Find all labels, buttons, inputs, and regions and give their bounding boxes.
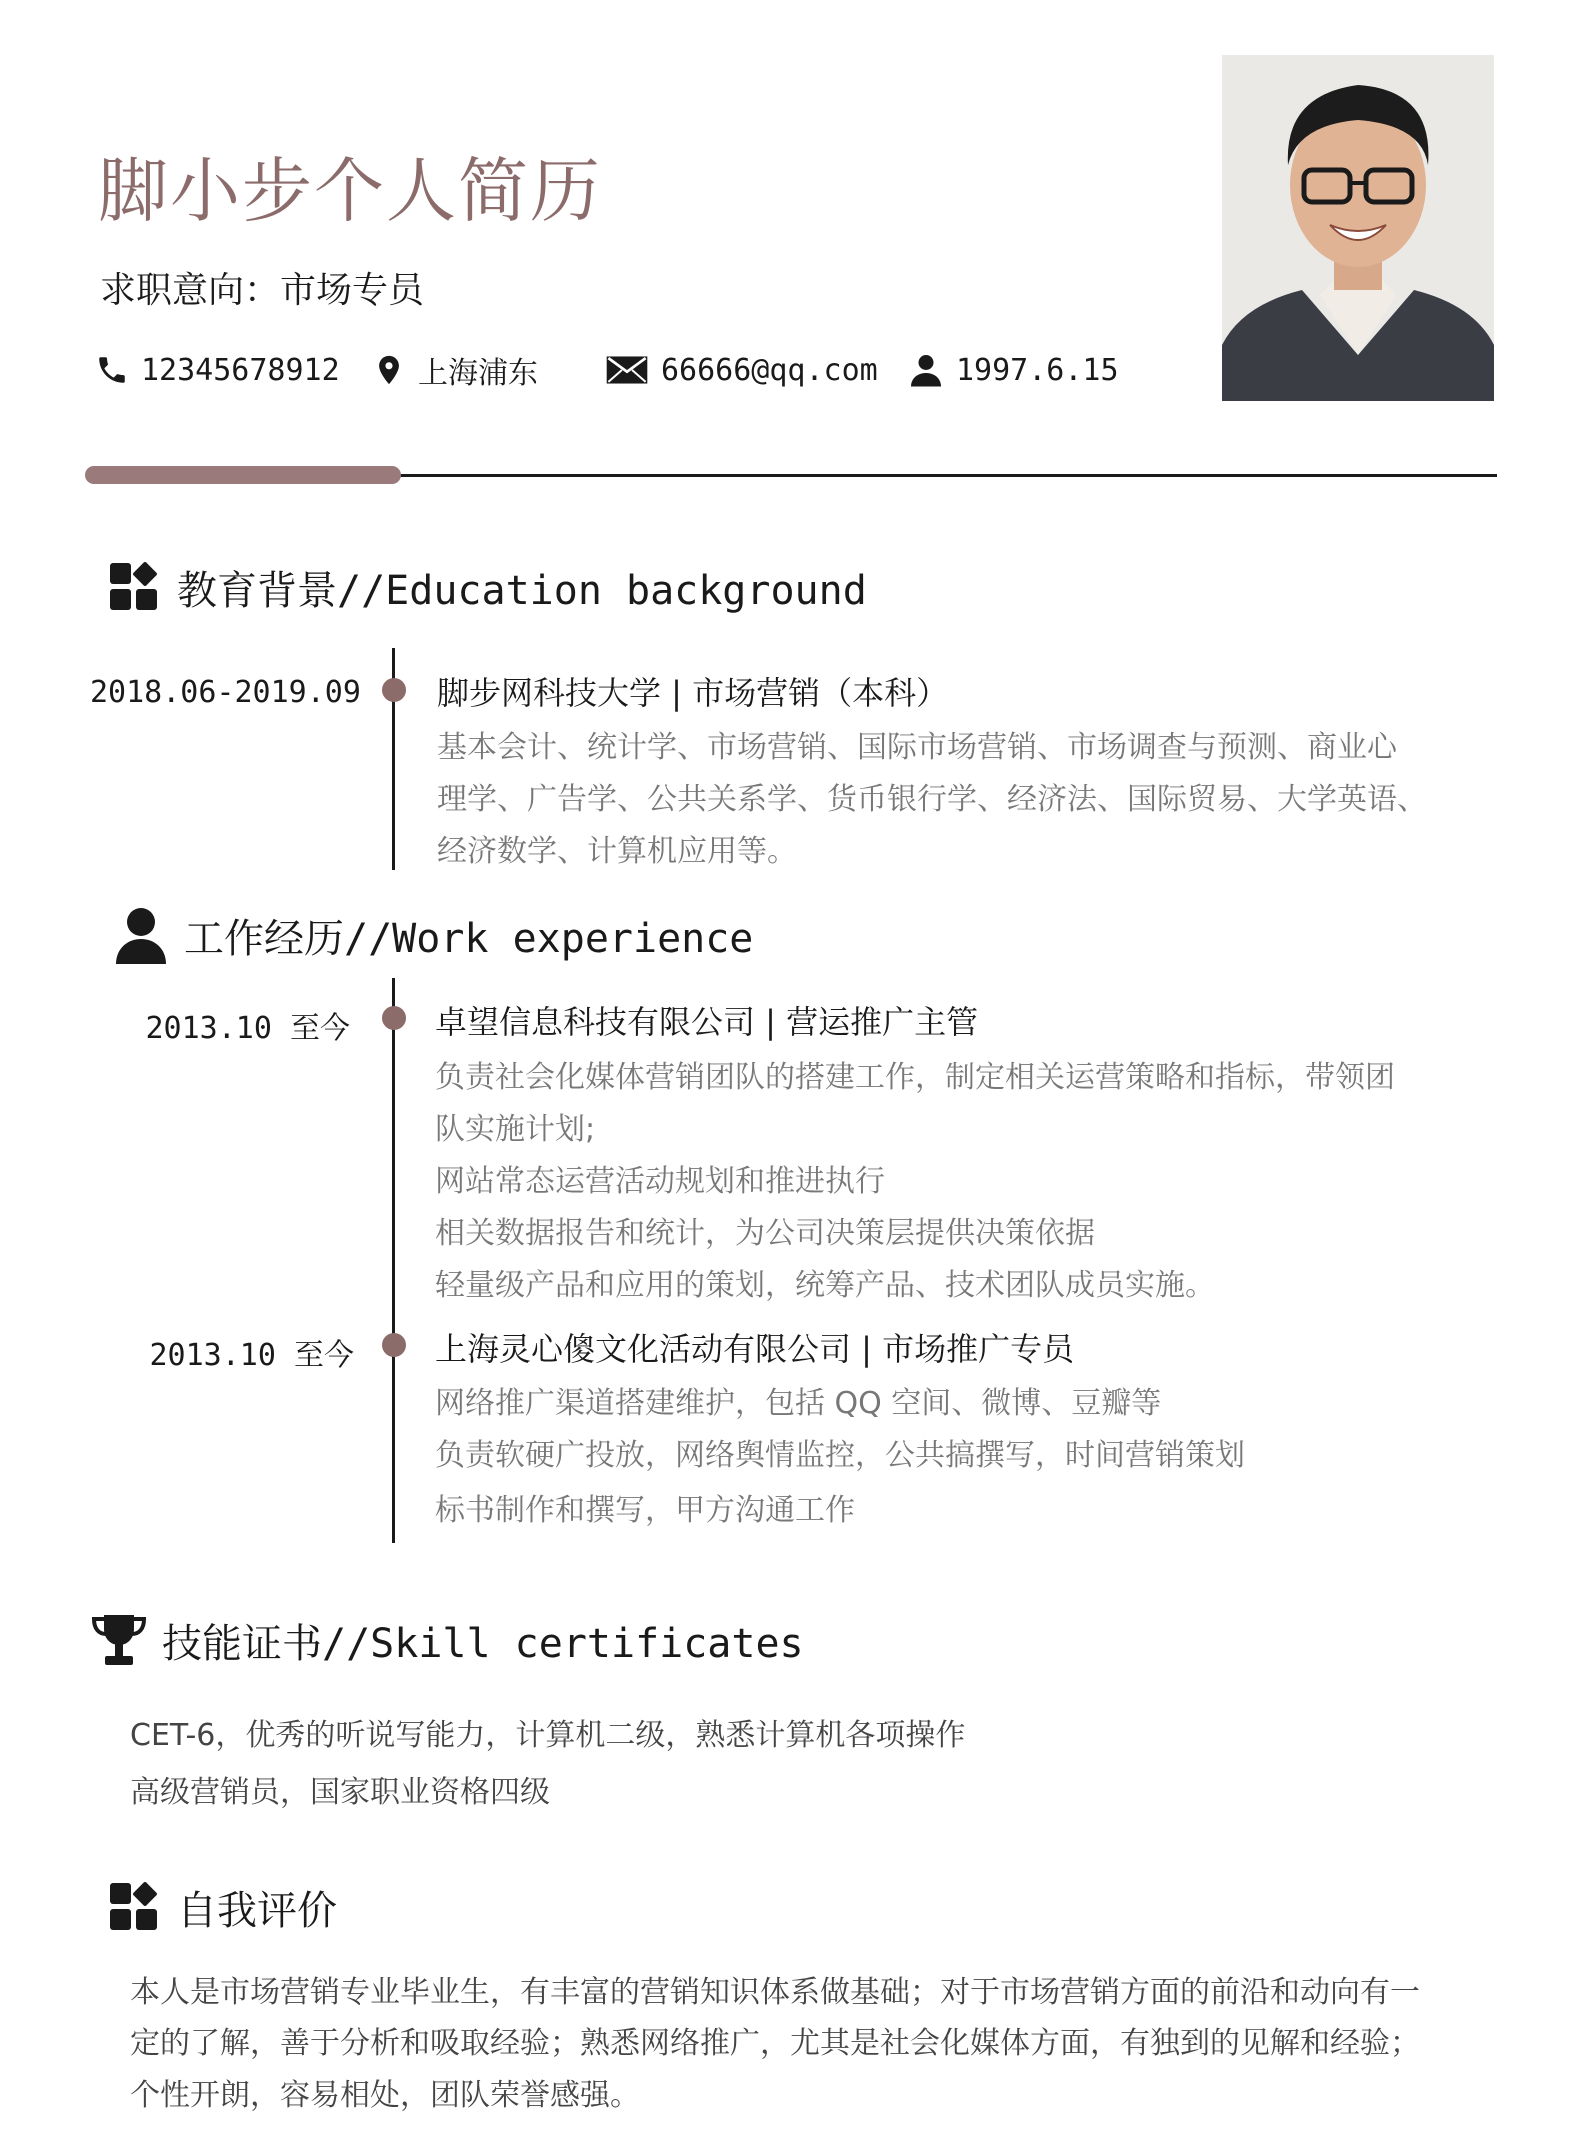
work-timeline [392, 978, 395, 1543]
work-heading-text: 工作经历//Work experience [184, 915, 754, 962]
timeline-dot [382, 678, 406, 702]
work-desc-line: 网站常态运营活动规划和推进执行 [435, 1164, 885, 1199]
user-icon [908, 350, 944, 390]
skill-line: 高级营销员，国家职业资格四级 [130, 1775, 550, 1810]
skills-heading [90, 1608, 804, 1672]
location-pin-icon [372, 351, 406, 389]
self-eval-heading-text: 自我评价 [177, 1887, 337, 1934]
education-date: 2018.06-2019.09 [90, 675, 361, 710]
contact-birthday [908, 348, 1119, 392]
timeline-dot [382, 1006, 406, 1030]
work-desc-line: 标书制作和撰写，甲方沟通工作 [435, 1493, 855, 1528]
self-eval-line: 个性开朗，容易相处，团队荣誉感强。 [130, 2078, 640, 2113]
work-date: 2013.10 至今 [145, 1011, 350, 1046]
contact-phone [95, 348, 340, 392]
skills-heading-text: 技能证书//Skill certificates [162, 1620, 804, 1667]
location-text: 上海浦东 [418, 356, 538, 391]
work-company: 上海灵心傻文化活动有限公司 | 市场推广专员 [435, 1330, 1075, 1368]
work-desc-line: 轻量级产品和应用的策划，统筹产品、技术团队成员实施。 [435, 1268, 1215, 1303]
work-desc-line: 网络推广渠道搭建维护，包括 QQ 空间、微博、豆瓣等 [435, 1386, 1162, 1421]
timeline-dot [382, 1333, 406, 1357]
education-desc-line: 经济数学、计算机应用等。 [437, 834, 797, 869]
resume-title: 脚小步个人简历 [98, 150, 602, 232]
person-icon [112, 906, 170, 964]
grid-icon [105, 558, 163, 616]
birthday-text: 1997.6.15 [956, 352, 1119, 388]
work-desc-line: 负责社会化媒体营销团队的搭建工作，制定相关运营策略和指标，带领团 [435, 1060, 1395, 1095]
work-date: 2013.10 至今 [149, 1338, 354, 1373]
work-desc-line: 相关数据报告和统计，为公司决策层提供决策依据 [435, 1216, 1095, 1251]
education-heading-text: 教育背景//Education background [177, 567, 867, 614]
grid-icon [105, 1878, 163, 1936]
work-desc-line: 负责软硬广投放，网络舆情监控，公共搞撰写，时间营销策划 [435, 1438, 1245, 1473]
education-desc-line: 基本会计、统计学、市场营销、国际市场营销、市场调查与预测、商业心 [437, 730, 1397, 765]
email-text: 66666@qq.com [661, 352, 878, 388]
work-desc-line: 队实施计划; [435, 1112, 596, 1147]
phone-icon [95, 353, 129, 387]
phone-text: 12345678912 [141, 352, 340, 388]
education-school: 脚步网科技大学 | 市场营销（本科） [437, 674, 949, 712]
education-desc-line: 理学、广告学、公共关系学、货币银行学、经济法、国际贸易、大学英语、 [437, 782, 1427, 817]
work-company: 卓望信息科技有限公司 | 营运推广主管 [435, 1003, 979, 1041]
profile-photo [1222, 55, 1494, 401]
work-heading [112, 903, 753, 967]
envelope-icon [605, 353, 649, 387]
self-eval-line: 本人是市场营销专业毕业生，有丰富的营销知识体系做基础；对于市场营销方面的前沿和动向有一 [130, 1975, 1420, 2010]
contact-location [372, 348, 538, 392]
contact-email [605, 348, 878, 392]
job-intent: 求职意向：市场专员 [100, 270, 425, 311]
skill-line: CET-6，优秀的听说写能力，计算机二级，熟悉计算机各项操作 [130, 1718, 966, 1753]
trophy-icon [90, 1611, 148, 1669]
education-heading [105, 555, 867, 619]
self-eval-line: 定的了解，善于分析和吸取经验；熟悉网络推广，尤其是社会化媒体方面，有独到的见解和经验； [130, 2026, 1420, 2061]
header-divider [395, 474, 1497, 477]
self-eval-heading [105, 1875, 337, 1939]
header-divider-accent [85, 466, 401, 484]
